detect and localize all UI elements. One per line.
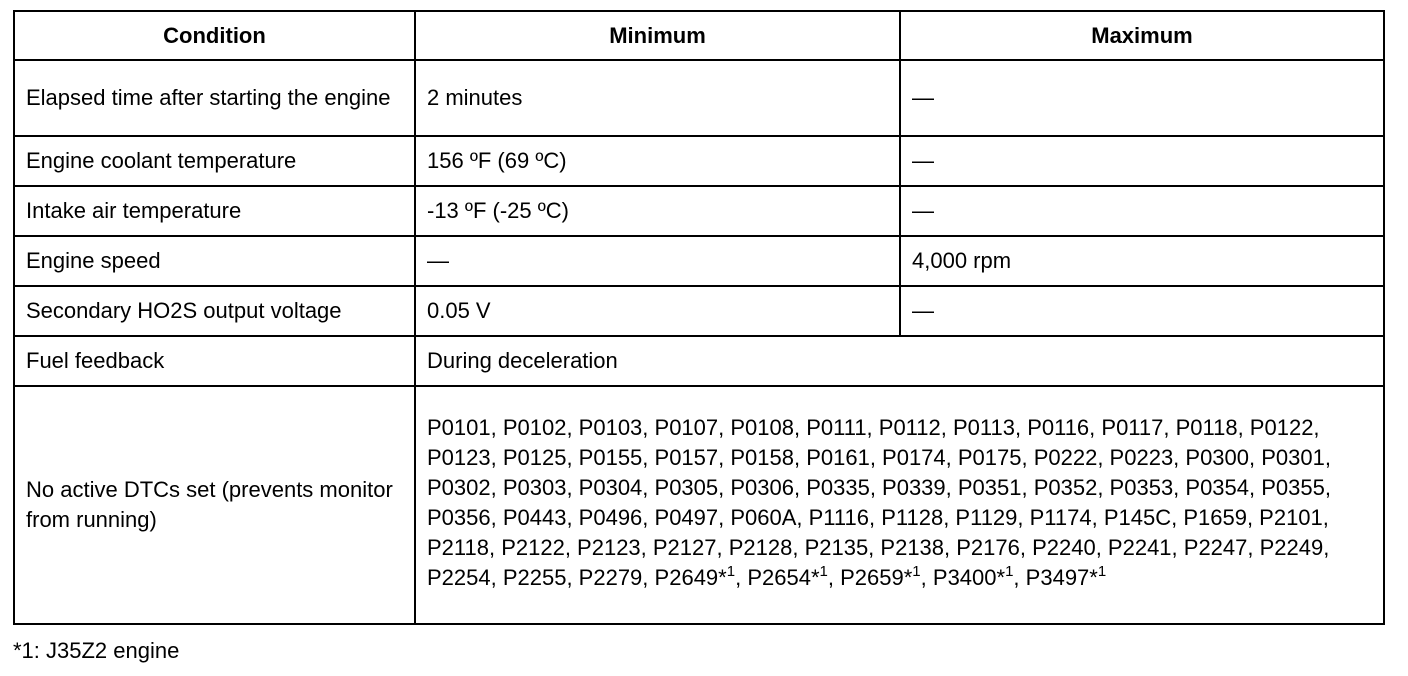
table-row (14, 186, 1384, 236)
conditions-table (13, 10, 1385, 625)
minimum-cell: 0.05 V (415, 286, 900, 336)
dtc-separator: , (920, 564, 927, 590)
table-row (14, 60, 1384, 136)
table-row (14, 136, 1384, 186)
dtc-code: P3400* (932, 564, 1006, 590)
table-row (14, 236, 1384, 286)
condition-cell: Engine speed (14, 236, 415, 286)
dtc-note-marker: 1 (1097, 562, 1107, 580)
maximum-cell: — (900, 136, 1384, 186)
column-header-condition: Condition (14, 11, 415, 60)
dtc-codes: P0101, P0102, P0103, P0107, P0108, P0111, P0112, P0113, P0116, P0117, P0118, P0122, P0123, P0125, P0155, P0157, P0158, P0161, P0174, P0175, P0222, P0223, P0300, P0301, P0302, P0303, P0304, P0305, P0306, P0335, P0339, P0351, P0352, P0353, P0354, P0355, P0356, P0443, P0496, P0497, P060A, P1116, P1128, P1129, P1174, P145C, P1659, P2101, P2118, P2122, P2123, P2127, P2128, P2135, P2138, P2176, P2240, P2241, P2247, P2249, P2254, P2255, P2279, (427, 414, 1331, 590)
range-cell: During deceleration (415, 336, 1384, 386)
header-row (14, 11, 1384, 60)
condition-cell: Secondary HO2S output voltage (14, 286, 415, 336)
maximum-cell: — (900, 186, 1384, 236)
condition-cell: Intake air temperature (14, 186, 415, 236)
dtc-code: P2649* (654, 564, 727, 590)
dtc-note-marker: 1 (726, 562, 736, 580)
dtc-noted-codes (648, 562, 1107, 590)
dtc-note-marker: 1 (912, 562, 921, 580)
condition-cell: Fuel feedback (14, 336, 415, 386)
dtc-list-cell (415, 386, 1384, 624)
maximum-cell: — (900, 286, 1384, 336)
table-row (14, 336, 1384, 386)
maximum-cell: 4,000 rpm (900, 236, 1384, 286)
dtc-note-marker: 1 (1005, 562, 1014, 580)
dtc-separator: , (827, 564, 834, 590)
column-header-minimum: Minimum (415, 11, 900, 60)
condition-cell: No active DTCs set (prevents monitor from running) (14, 386, 415, 624)
dtc-code: P2659* (840, 564, 913, 590)
dtc-code: P3497* (1025, 564, 1098, 590)
maximum-cell: — (900, 60, 1384, 136)
table-row (14, 286, 1384, 336)
condition-cell: Engine coolant temperature (14, 136, 415, 186)
condition-cell: Elapsed time after starting the engine (14, 60, 415, 136)
minimum-cell: 2 minutes (415, 60, 900, 136)
column-header-maximum: Maximum (900, 11, 1384, 60)
dtc-separator: , (735, 564, 742, 590)
dtc-separator: , (1013, 564, 1020, 590)
minimum-cell: 156 ºF (69 ºC) (415, 136, 900, 186)
minimum-cell: -13 ºF (-25 ºC) (415, 186, 900, 236)
dtc-note-marker: 1 (819, 562, 828, 580)
dtc-code: P2654* (747, 564, 820, 590)
footnote: *1: J35Z2 engine (13, 638, 180, 663)
minimum-cell: — (415, 236, 900, 286)
table-row (14, 386, 1384, 624)
